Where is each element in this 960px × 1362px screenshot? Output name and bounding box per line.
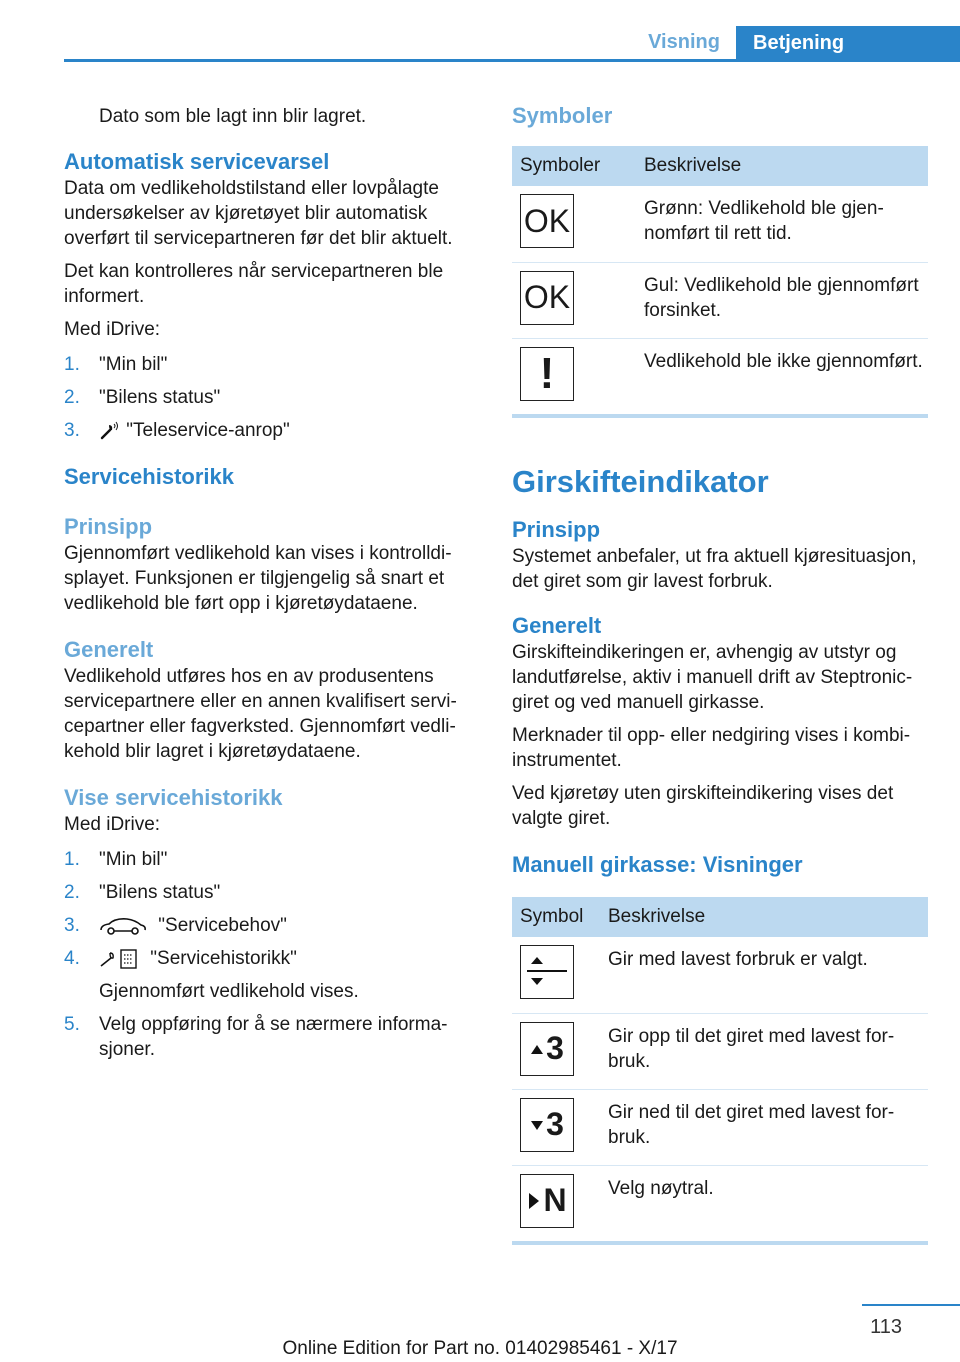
gear-optimal-icon [520, 945, 574, 999]
gear-up-icon: 3 [520, 1022, 574, 1076]
table-row [512, 937, 928, 1013]
left-column [64, 104, 480, 1070]
table-row [512, 1165, 928, 1241]
auto-service-p3: Med iDrive: [64, 319, 161, 340]
symbols-heading: Symboler [512, 103, 613, 128]
list-item: 4. "Servicehistorikk" Gjennomført vedlikehold vises. [64, 946, 480, 1004]
gear-neutral-icon: N [520, 1174, 574, 1228]
right-column [512, 102, 928, 1245]
list-item: 1. "Min bil" [64, 849, 168, 870]
view-steps-list [64, 847, 480, 1062]
auto-service-p1: Data om vedlikeholdstilstand eller lovpålagte undersøkelser av kjøretøyet blir automatisk overført til servicepartneren før det blir aktuelt. [64, 178, 453, 249]
symbol-description: Gul: Vedlikehold ble gjennomført forsinket. [636, 262, 928, 338]
gear-symbols-table [512, 897, 928, 1241]
wrench-icon [99, 421, 121, 441]
principle-heading: Prinsipp [512, 517, 601, 542]
principle-text: Systemet anbefaler, ut fra aktuell kjøresituasjon, det giret som gir lavest forbruk. [512, 546, 917, 592]
list-item: 2. "Bilens status" [64, 882, 221, 903]
table-end-rule [512, 414, 928, 418]
step4-note: Gjennomført vedlikehold vises. [99, 981, 359, 1002]
table-row [512, 186, 928, 262]
ok-yellow-symbol: OK [520, 271, 574, 325]
table-row [512, 1013, 928, 1089]
service-history-icon [99, 948, 139, 970]
table-end-rule [512, 1241, 928, 1245]
symbol-description: Gir ned til det giret med lavest forbruk. [600, 1089, 928, 1165]
list-item: 2. "Bilens status" [64, 387, 221, 408]
gearshift-heading: Girskifteindikator [512, 464, 769, 499]
view-history-heading: Vise servicehistorikk [64, 785, 283, 810]
auto-service-heading: Automatisk servicevarsel [64, 149, 330, 174]
exclamation-symbol: ! [520, 347, 574, 401]
symbol-description: Velg nøytral. [608, 1177, 714, 1199]
tab-visning[interactable]: Visning [648, 31, 720, 53]
list-item: 3. "Servicebehov" [64, 915, 287, 936]
principle-text: Gjennomført vedlikehold kan vises i kontrolldisplayet. Funksjonen er tilgjengelig så snart et vedlikehold ble ført opp i kjøretøydataene. [64, 543, 452, 614]
column-header: Beskrivelse [600, 897, 928, 937]
symbol-description: Vedlikehold ble ikke gjennomført. [644, 350, 923, 372]
header-rule [64, 59, 960, 62]
gear-down-icon: 3 [520, 1098, 574, 1152]
general-heading: Generelt [64, 637, 154, 662]
edition-footer: Online Edition for Part no. 01402985461 - X/17 [282, 1338, 678, 1359]
list-item: 1. "Min bil" [64, 354, 168, 375]
symbol-description: Grønn: Vedlikehold ble gjennomført til rett tid. [636, 186, 928, 262]
table-row [512, 262, 928, 338]
column-header: Symbol [512, 897, 600, 937]
general-text: Vedlikehold utføres hos en av produsentens servicepartnere eller en annen kvalifisert servicepartner eller fagverksted. Gjennomført vedlikehold blir lagret i kjøretøydataene. [64, 666, 457, 762]
general-p3: Ved kjøretøy uten girskifteindikering vises det valgte giret. [512, 783, 894, 829]
principle-heading: Prinsipp [64, 514, 153, 539]
service-history-heading: Servicehistorikk [64, 464, 234, 489]
tab-betjening[interactable]: Betjening [736, 26, 960, 62]
car-service-icon [99, 916, 147, 936]
column-header: Beskrivelse [636, 146, 928, 186]
column-header: Symboler [512, 146, 636, 186]
symbols-table [512, 146, 928, 414]
symbol-description: Gir opp til det giret med lavest forbruk. [600, 1013, 928, 1089]
footer-rule [862, 1304, 960, 1306]
auto-steps-list [64, 352, 480, 443]
general-p2: Merknader til opp- eller nedgiring vises i kombi-instrumentet. [512, 725, 911, 771]
table-row [512, 338, 928, 414]
table-row [512, 1089, 928, 1165]
ok-green-symbol: OK [520, 194, 574, 248]
auto-service-p2: Det kan kontrolleres når servicepartneren ble informert. [64, 261, 444, 307]
view-history-text: Med iDrive: [64, 814, 161, 835]
symbol-description: Gir med lavest forbruk er valgt. [600, 937, 928, 1013]
list-item: 3. "Teleservice-anrop" [64, 420, 290, 441]
list-item: 5. Velg oppføring for å se nærmere informasjoner. [64, 1014, 448, 1060]
general-heading: Generelt [512, 613, 602, 638]
page-number: 113 [870, 1316, 902, 1338]
intro-text: Dato som ble lagt inn blir lagret. [99, 106, 367, 127]
manual-gearbox-heading: Manuell girkasse: Visninger [512, 852, 803, 877]
general-p1: Girskifteindikeringen er, avhengig av utstyr og landutførelse, aktiv i manuell drift av Steptronic-giret og ved manuell girkasse. [512, 642, 913, 713]
